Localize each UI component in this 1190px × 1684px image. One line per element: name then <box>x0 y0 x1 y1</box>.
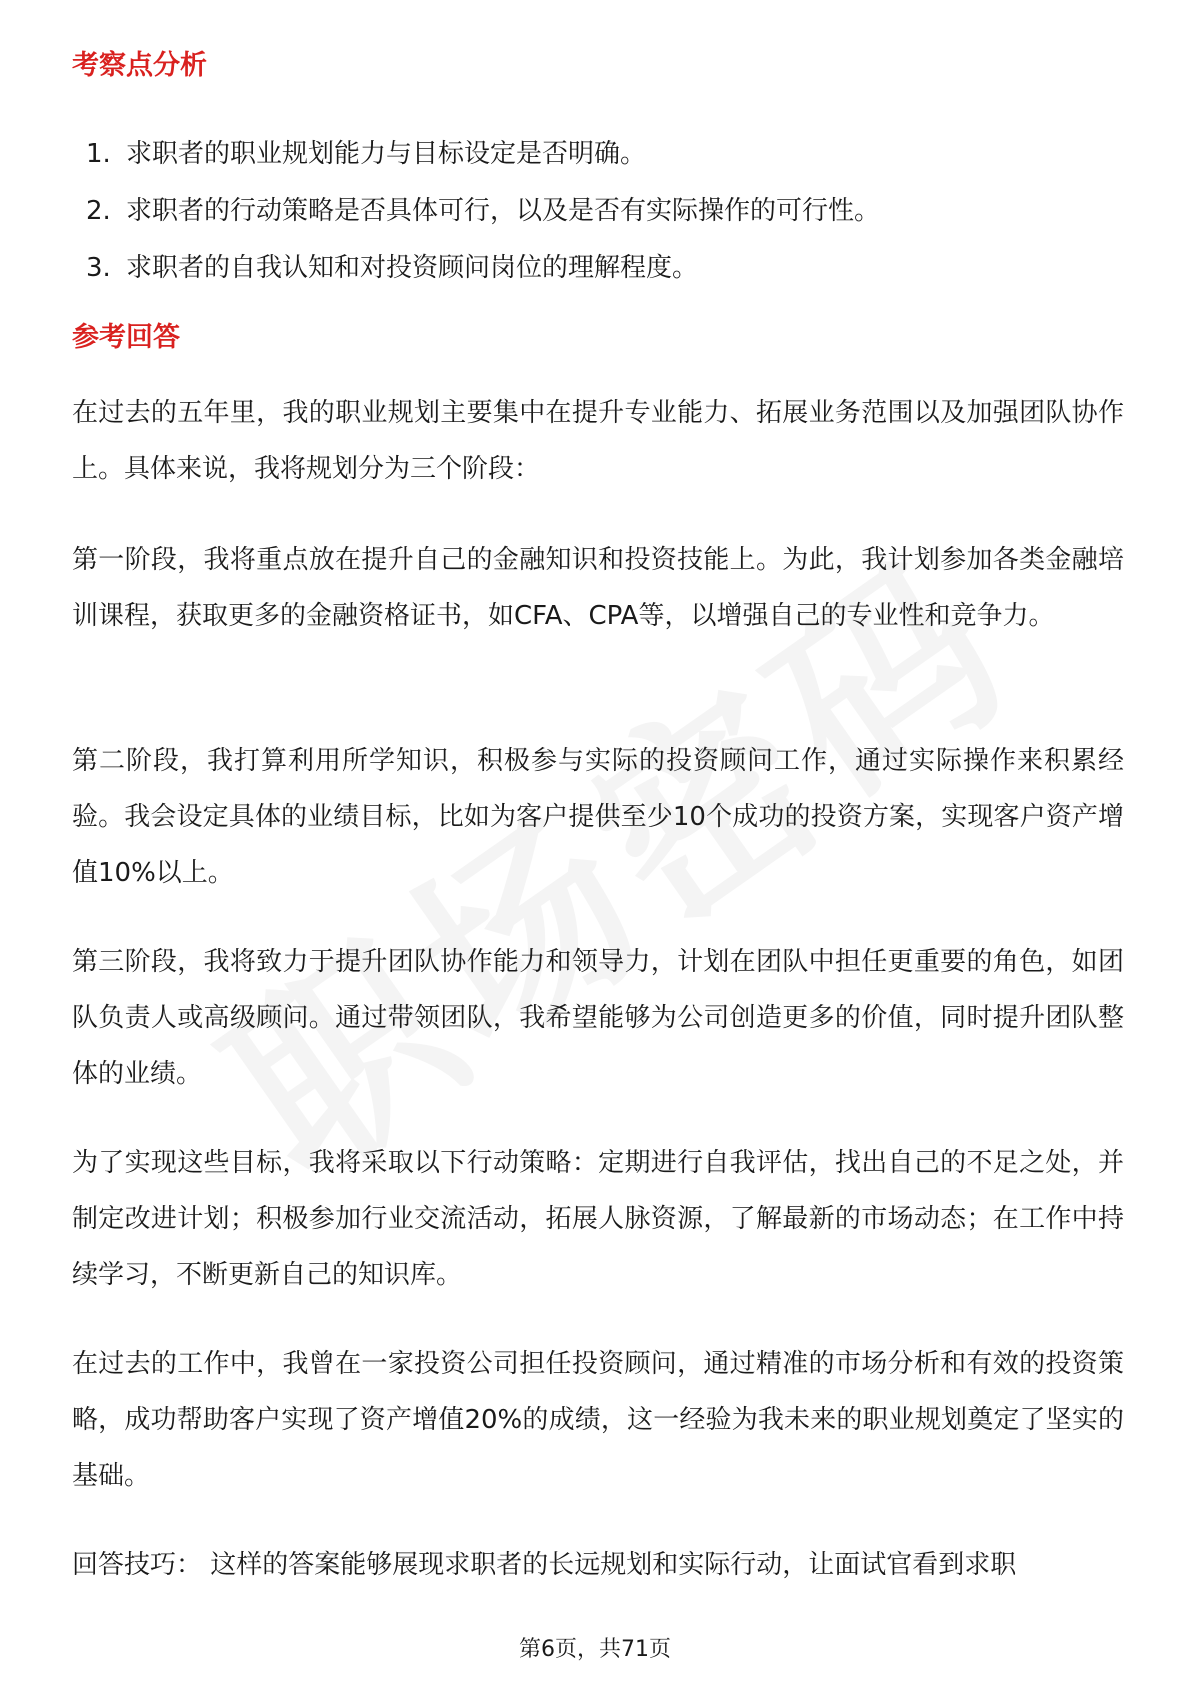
answer-tip-paragraph: 回答技巧： 这样的答案能够展现求职者的长远规划和实际行动，让面试官看到求职 <box>72 1550 1017 1580</box>
answer-paragraph: 为了实现这些目标，我将采取以下行动策略：定期进行自我评估，找出自己的不足之处，并制定改进计划；积极参加行业交流活动，拓展人脉资源，了解最新的市场动态；在工作中持续学习，不断更新自己的知识库。 <box>72 1148 1124 1290</box>
list-number: 3. <box>86 253 111 283</box>
list-text: 求职者的职业规划能力与目标设定是否明确。 <box>126 139 647 169</box>
list-number: 2. <box>86 196 111 226</box>
list-item <box>86 183 880 240</box>
answer-paragraph: 第三阶段，我将致力于提升团队协作能力和领导力，计划在团队中担任更重要的角色，如团队负责人或高级顾问。通过带领团队，我希望能够为公司创造更多的价值，同时提升团队整体的业绩。 <box>72 947 1124 1089</box>
analysis-list <box>86 126 880 297</box>
list-text: 求职者的自我认知和对投资顾问岗位的理解程度。 <box>126 253 699 283</box>
answer-paragraph: 在过去的五年里，我的职业规划主要集中在提升专业能力、拓展业务范围以及加强团队协作上。具体来说，我将规划分为三个阶段： <box>72 398 1124 484</box>
list-item <box>86 240 880 297</box>
answer-paragraph: 第二阶段，我打算利用所学知识，积极参与实际的投资顾问工作，通过实际操作来积累经验。我会设定具体的业绩目标，比如为客户提供至少10个成功的投资方案，实现客户资产增值10%以上。 <box>72 746 1124 888</box>
answer-title: 参考回答 <box>72 322 180 353</box>
answer-paragraph: 在过去的工作中，我曾在一家投资公司担任投资顾问，通过精准的市场分析和有效的投资策略，成功帮助客户实现了资产增值20%的成绩，这一经验为我未来的职业规划奠定了坚实的基础。 <box>72 1349 1124 1491</box>
answer-paragraph: 第一阶段，我将重点放在提升自己的金融知识和投资技能上。为此，我计划参加各类金融培训课程，获取更多的金融资格证书，如CFA、CPA等，以增强自己的专业性和竞争力。 <box>72 545 1124 631</box>
list-number: 1. <box>86 139 111 169</box>
page-footer: 第6页，共71页 <box>519 1637 671 1662</box>
list-item <box>86 126 880 183</box>
analysis-title: 考察点分析 <box>72 50 207 81</box>
list-text: 求职者的行动策略是否具体可行，以及是否有实际操作的可行性。 <box>126 196 881 226</box>
